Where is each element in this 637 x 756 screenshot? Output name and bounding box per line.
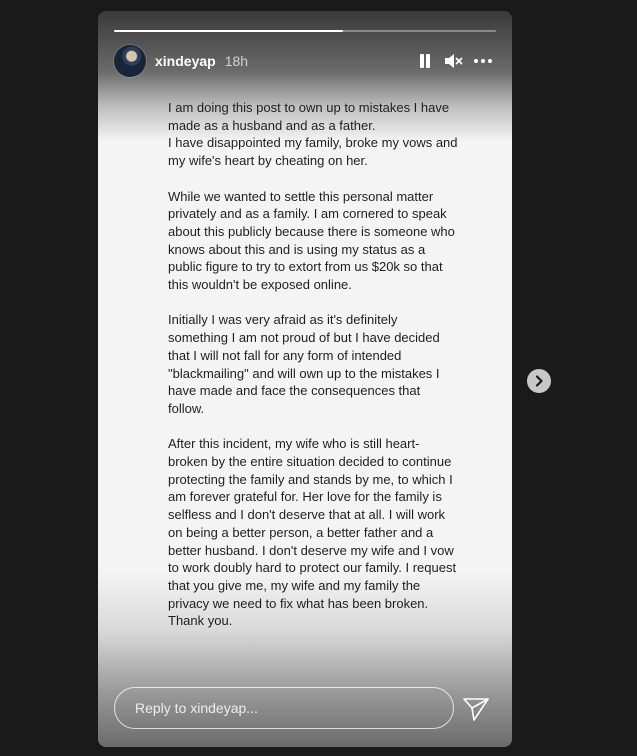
- avatar[interactable]: [114, 45, 146, 77]
- story-paragraph: Initially I was very afraid as it's definitely something I am not proud of but I have decided that I will not fall for any form of intended "blackmailing" and will own up to the mistakes I have made and face the consequences that follow.: [168, 312, 440, 416]
- pause-icon: [419, 54, 431, 68]
- reply-input[interactable]: [114, 687, 454, 729]
- story-text: [168, 99, 458, 648]
- story-paragraph: While we wanted to settle this personal matter privately and as a family. I am cornered to speak about this publicly because there is someone who knows about this and is using my status as a public figure to try to extort from us $20k so that this wouldn't be exposed online.: [168, 188, 455, 293]
- chevron-right-icon: [534, 375, 544, 387]
- story-paragraph: After this incident, my wife who is still heart-broken by the entire situation decided to continue protecting the family and stands by me, to which I am forever grateful for. Her love for the family is selfless and I don't deserve that at all. I will work on being a better person, a better father and a better husband. I don't deserve my wife and I vow to work doubly hard to protect our family. I request that you give me, my wife and my family the privacy we need to fix what has been broken. Thank you.: [168, 436, 457, 629]
- post-time: 18h: [224, 53, 249, 69]
- paper-plane-icon[interactable]: [462, 696, 490, 722]
- story-progress-bar: [114, 30, 496, 32]
- speaker-muted-icon: [443, 52, 463, 70]
- story-progress-fill: [114, 30, 343, 32]
- pause-button[interactable]: [414, 50, 436, 72]
- more-horizontal-icon: [474, 59, 492, 63]
- story-header: [114, 45, 496, 77]
- mute-button[interactable]: [442, 50, 464, 72]
- story-paragraph: I am doing this post to own up to mistakes I have made as a husband and as a father. I have disappointed my family, broke my vows and my wife's heart by cheating on her.: [168, 100, 458, 169]
- story-controls: [408, 50, 496, 72]
- story-card: [98, 11, 512, 747]
- username[interactable]: xindeyap: [155, 53, 216, 69]
- more-options-button[interactable]: [470, 50, 496, 72]
- next-story-button[interactable]: [527, 369, 551, 393]
